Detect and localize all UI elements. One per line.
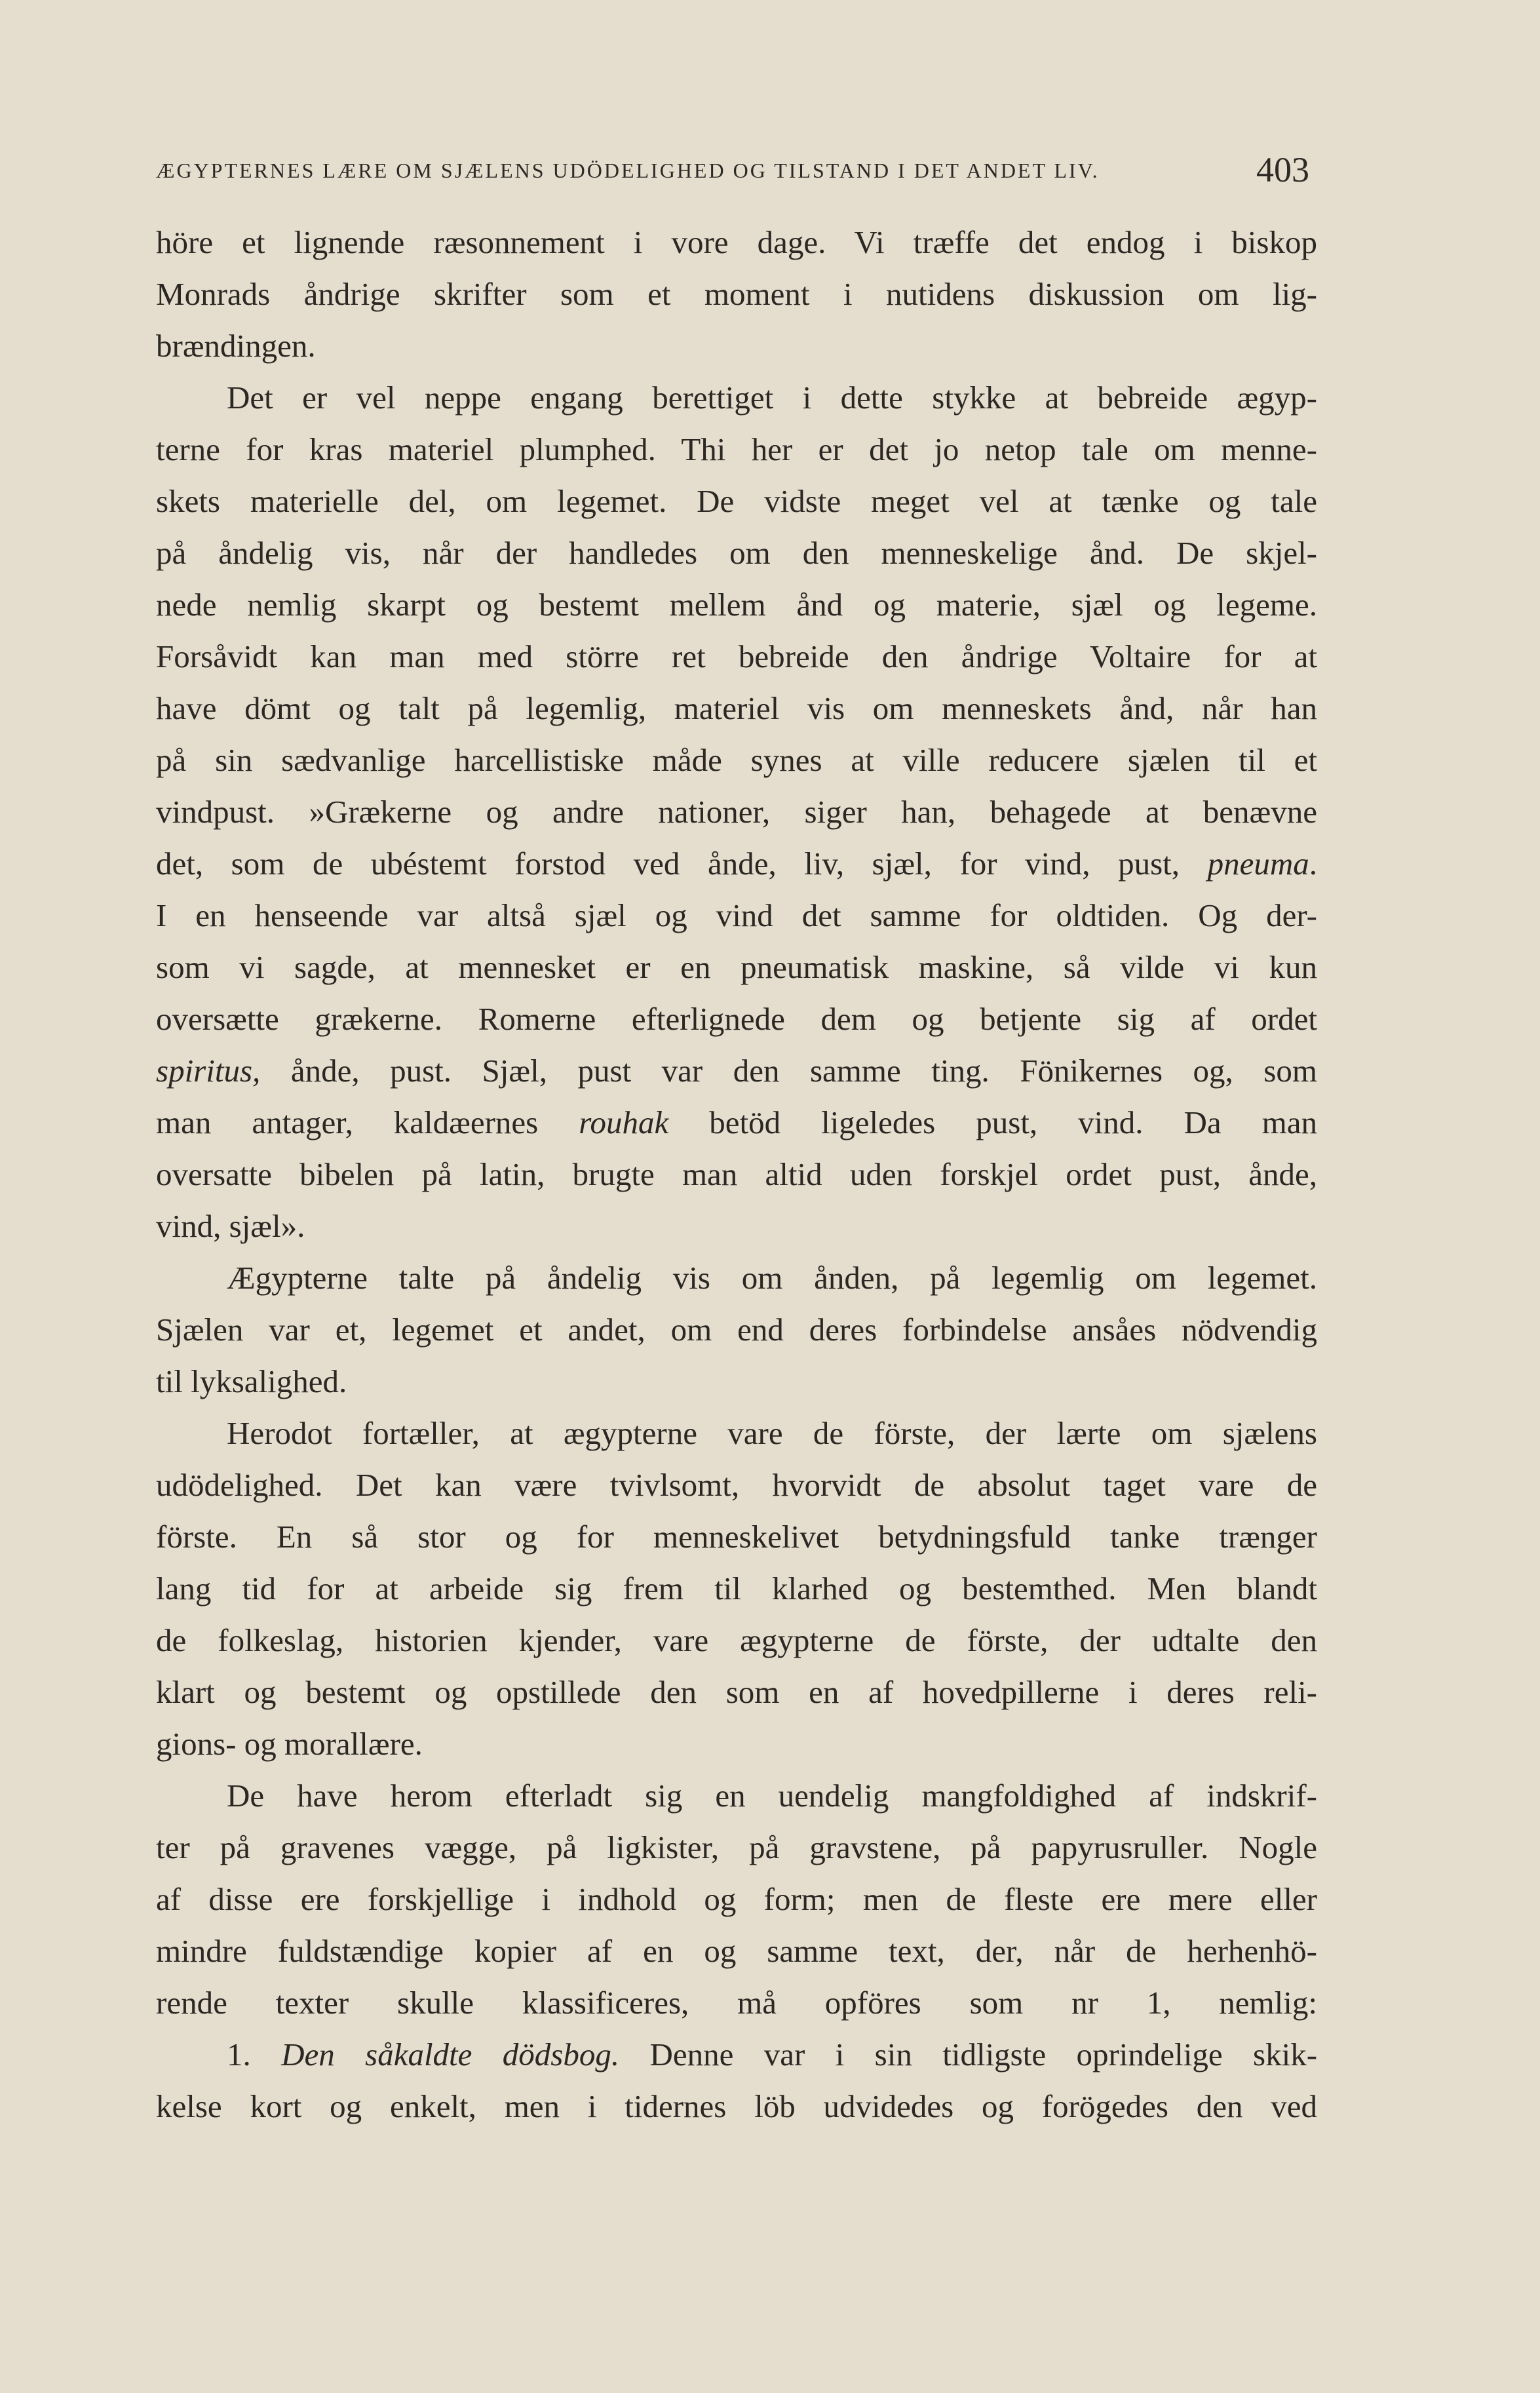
text-line: vindpust. »Grækerne og andre nationer, siger han, behagede at benævne [156, 794, 1317, 830]
text-line: mindre fuldstændige kopier af en og samme text, der, når de herhenhö- [156, 1933, 1317, 1969]
text-line [156, 838, 1317, 889]
running-head [156, 149, 1309, 189]
body-text [156, 216, 1317, 2132]
text-segment: . [1309, 846, 1317, 882]
text-segment: det, som de ubéstemt forstod ved ånde, liv, sjæl, for vind, pust, [156, 846, 1208, 882]
text-line: som vi sagde, at mennesket er en pneumatisk maskine, så vilde vi kun [156, 949, 1317, 985]
text-line: klart og bestemt og opstillede den som en af hovedpillerne i deres reli- [156, 1674, 1317, 1710]
text-line: lang tid for at arbeide sig frem til klarhed og bestemthed. Men blandt [156, 1570, 1317, 1606]
text-line: ter på gravenes vægge, på ligkister, på gravstene, på papyrusruller. Nogle [156, 1829, 1317, 1865]
text-line: brændingen. [156, 328, 316, 364]
text-line: på åndelig vis, når der handledes om den menneskelige ånd. De skjel- [156, 535, 1317, 571]
text-line: til lyksalighed. [156, 1363, 347, 1399]
text-line: rende texter skulle klassificeres, må opföres som nr 1, nemlig: [156, 1985, 1317, 2021]
italic-term: Den såkaldte dödsbog. [281, 2036, 620, 2072]
text-line: höre et lignende ræsonnement i vore dage. Vi træffe det endog i biskop [156, 224, 1317, 260]
text-line: Det er vel neppe engang berettiget i dette stykke at bebreide ægyp- [227, 379, 1317, 416]
text-line: Forsåvidt kan man med större ret bebreide den åndrige Voltaire for at [156, 638, 1317, 674]
text-line [156, 2029, 1317, 2080]
text-segment: ånde, pust. Sjæl, pust var den samme ting. Fönikernes og, som [260, 1053, 1317, 1089]
italic-term: spiritus, [156, 1053, 261, 1089]
text-line: Monrads åndrige skrifter som et moment i nutidens diskussion om lig- [156, 276, 1317, 312]
text-line: skets materielle del, om legemet. De vidste meget vel at tænke og tale [156, 483, 1317, 519]
text-line: I en henseende var altså sjæl og vind det samme for oldtiden. Og der- [156, 897, 1317, 933]
text-line: Ægypterne talte på åndelig vis om ånden, på legemlig om legemet. [227, 1260, 1317, 1296]
italic-term: pneuma [1207, 846, 1309, 882]
italic-term: rouhak [579, 1104, 669, 1140]
page-number: 403 [1256, 150, 1309, 189]
text-line: udödelighed. Det kan være tvivlsomt, hvorvidt de absolut taget vare de [156, 1467, 1317, 1503]
text-segment: man antager, kaldæernes [156, 1104, 579, 1140]
running-title: ÆGYPTERNES LÆRE OM SJÆLENS UDÖDELIGHED OG TILSTAND I DET ANDET LIV. [156, 159, 1100, 182]
text-line: kelse kort og enkelt, men i tidernes löb udvidedes og forögedes den ved [156, 2088, 1317, 2124]
text-line: vind, sjæl». [156, 1208, 305, 1244]
text-segment: betöd ligeledes pust, vind. Da man [668, 1104, 1317, 1140]
text-line: på sin sædvanlige harcellistiske måde synes at ville reducere sjælen til et [156, 742, 1317, 778]
text-line: Sjælen var et, legemet et andet, om end deres forbindelse ansåes nödvendig [156, 1312, 1317, 1348]
text-line: af disse ere forskjellige i indhold og form; men de fleste ere mere eller [156, 1881, 1317, 1917]
text-line: gions- og morallære. [156, 1726, 423, 1762]
text-line: nede nemlig skarpt og bestemt mellem ånd og materie, sjæl og legeme. [156, 587, 1317, 623]
text-line: oversætte grækerne. Romerne efterlignede dem og betjente sig af ordet [156, 1001, 1317, 1037]
text-line [156, 1097, 1317, 1148]
text-line: have dömt og talt på legemlig, materiel vis om menneskets ånd, når han [156, 690, 1317, 726]
text-line [156, 1045, 1317, 1097]
text-line: förste. En så stor og for menneskelivet betydningsfuld tanke trænger [156, 1519, 1317, 1555]
text-segment: Denne var i sin tidligste oprindelige skik- [619, 2036, 1317, 2072]
text-line: oversatte bibelen på latin, brugte man altid uden forskjel ordet pust, ånde, [156, 1156, 1317, 1192]
text-line: Herodot fortæller, at ægypterne vare de förste, der lærte om sjælens [227, 1415, 1317, 1451]
text-line: De have herom efterladt sig en uendelig mangfoldighed af indskrif- [227, 1778, 1317, 1814]
text-line: terne for kras materiel plumphed. Thi her er det jo netop tale om menne- [156, 431, 1317, 467]
text-segment: 1. [227, 2036, 282, 2072]
text-line: de folkeslag, historien kjender, vare ægypterne de förste, der udtalte den [156, 1622, 1317, 1658]
